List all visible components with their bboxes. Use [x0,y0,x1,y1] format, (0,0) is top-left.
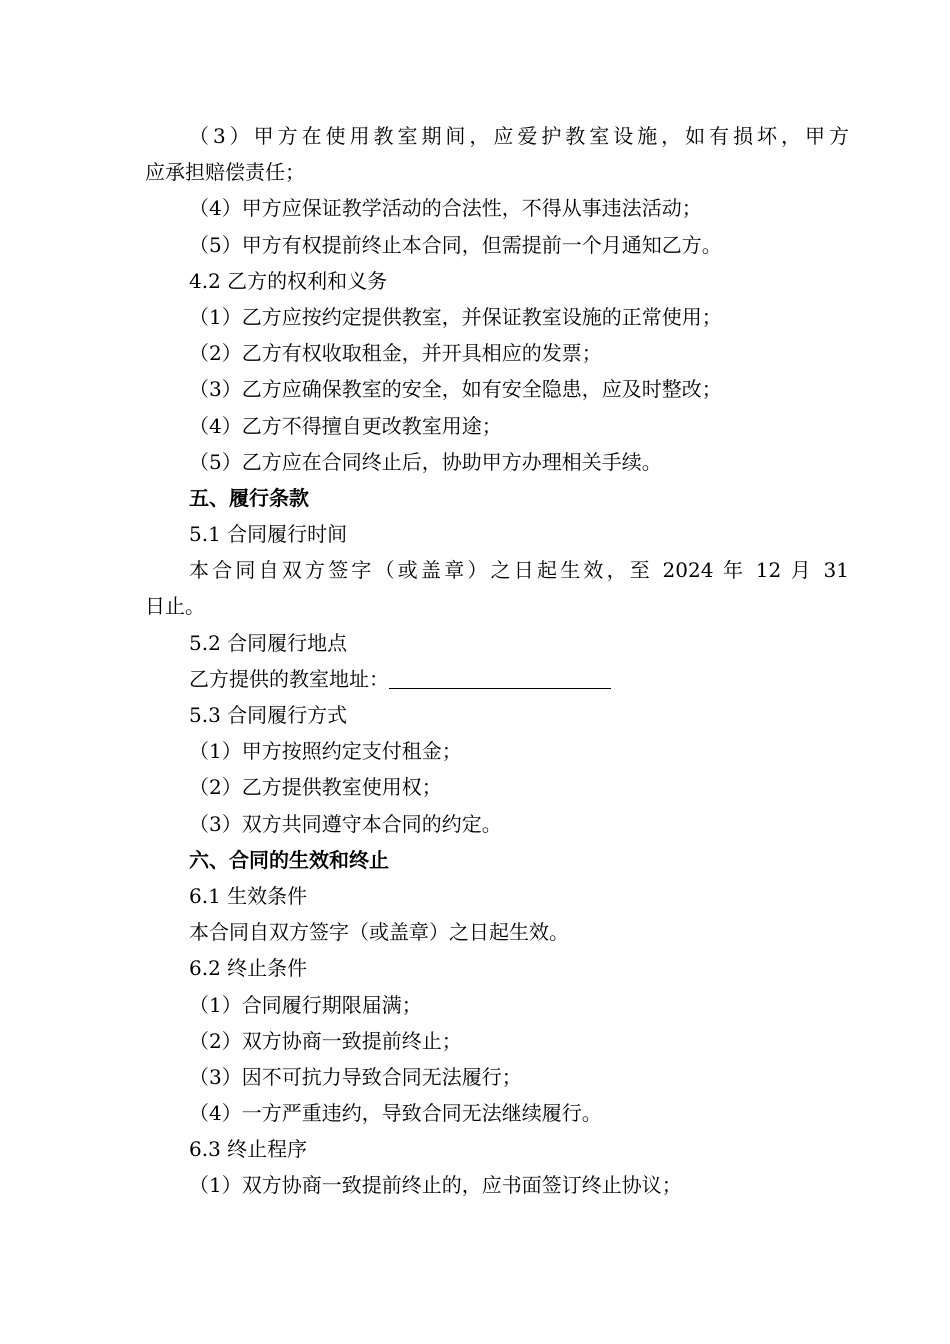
paragraph-line: （4）乙方不得擅自更改教室用途； [189,413,502,438]
paragraph-line: （4）一方严重违约，导致合同无法继续履行。 [189,1101,602,1126]
paragraph-line: 日止。 [145,594,205,619]
subsection-heading: 6.3 终止程序 [189,1137,308,1162]
paragraph-line: 应承担赔偿责任； [145,160,305,185]
paragraph-line: （5）甲方有权提前终止本合同，但需提前一个月通知乙方。 [189,232,722,257]
document-body [145,118,849,1204]
address-line [145,661,805,697]
paragraph-line: （1）乙方应按约定提供教室，并保证教室设施的正常使用； [189,304,722,329]
subsection-heading: 5.2 合同履行地点 [189,630,348,655]
address-label: 乙方提供的教室地址： [189,666,389,691]
paragraph-line: （3）双方共同遵守本合同的约定。 [189,811,502,836]
subsection-heading: 4.2 乙方的权利和义务 [189,268,388,293]
paragraph-line: （1）双方协商一致提前终止的，应书面签订终止协议； [189,1173,682,1198]
paragraph-line: （4）甲方应保证教学活动的合法性，不得从事违法活动； [189,196,702,221]
paragraph-line: （2）乙方提供教室使用权； [189,775,442,800]
paragraph-line: （2）乙方有权收取租金，并开具相应的发票； [189,341,602,366]
address-blank-field [389,666,611,689]
section-heading: 五、履行条款 [189,485,309,510]
paragraph-line: （1）甲方按照约定支付租金； [189,739,462,764]
subsection-heading: 5.1 合同履行时间 [189,522,348,547]
paragraph-line: （1）合同履行期限届满； [189,992,422,1017]
subsection-heading: 6.2 终止条件 [189,956,308,981]
subsection-heading: 5.3 合同履行方式 [189,703,348,727]
paragraph-line: （3）乙方应确保教室的安全，如有安全隐患，应及时整改； [189,377,722,402]
paragraph-line: 本合同自双方签字（或盖章）之日起生效，至 2024 年 12 月 31 [189,558,849,583]
paragraph-line: （3）因不可抗力导致合同无法履行； [189,1064,522,1089]
paragraph-line: （5）乙方应在合同终止后，协助甲方办理相关手续。 [189,449,662,474]
paragraph-line: （2）双方协商一致提前终止； [189,1028,462,1053]
section-heading: 六、合同的生效和终止 [189,847,389,872]
subsection-heading: 6.1 生效条件 [189,883,308,908]
paragraph-line: 本合同自双方签字（或盖章）之日起生效。 [189,920,569,945]
paragraph-line: （3）甲方在使用教室期间，应爱护教室设施，如有损坏，甲方 [189,124,849,148]
